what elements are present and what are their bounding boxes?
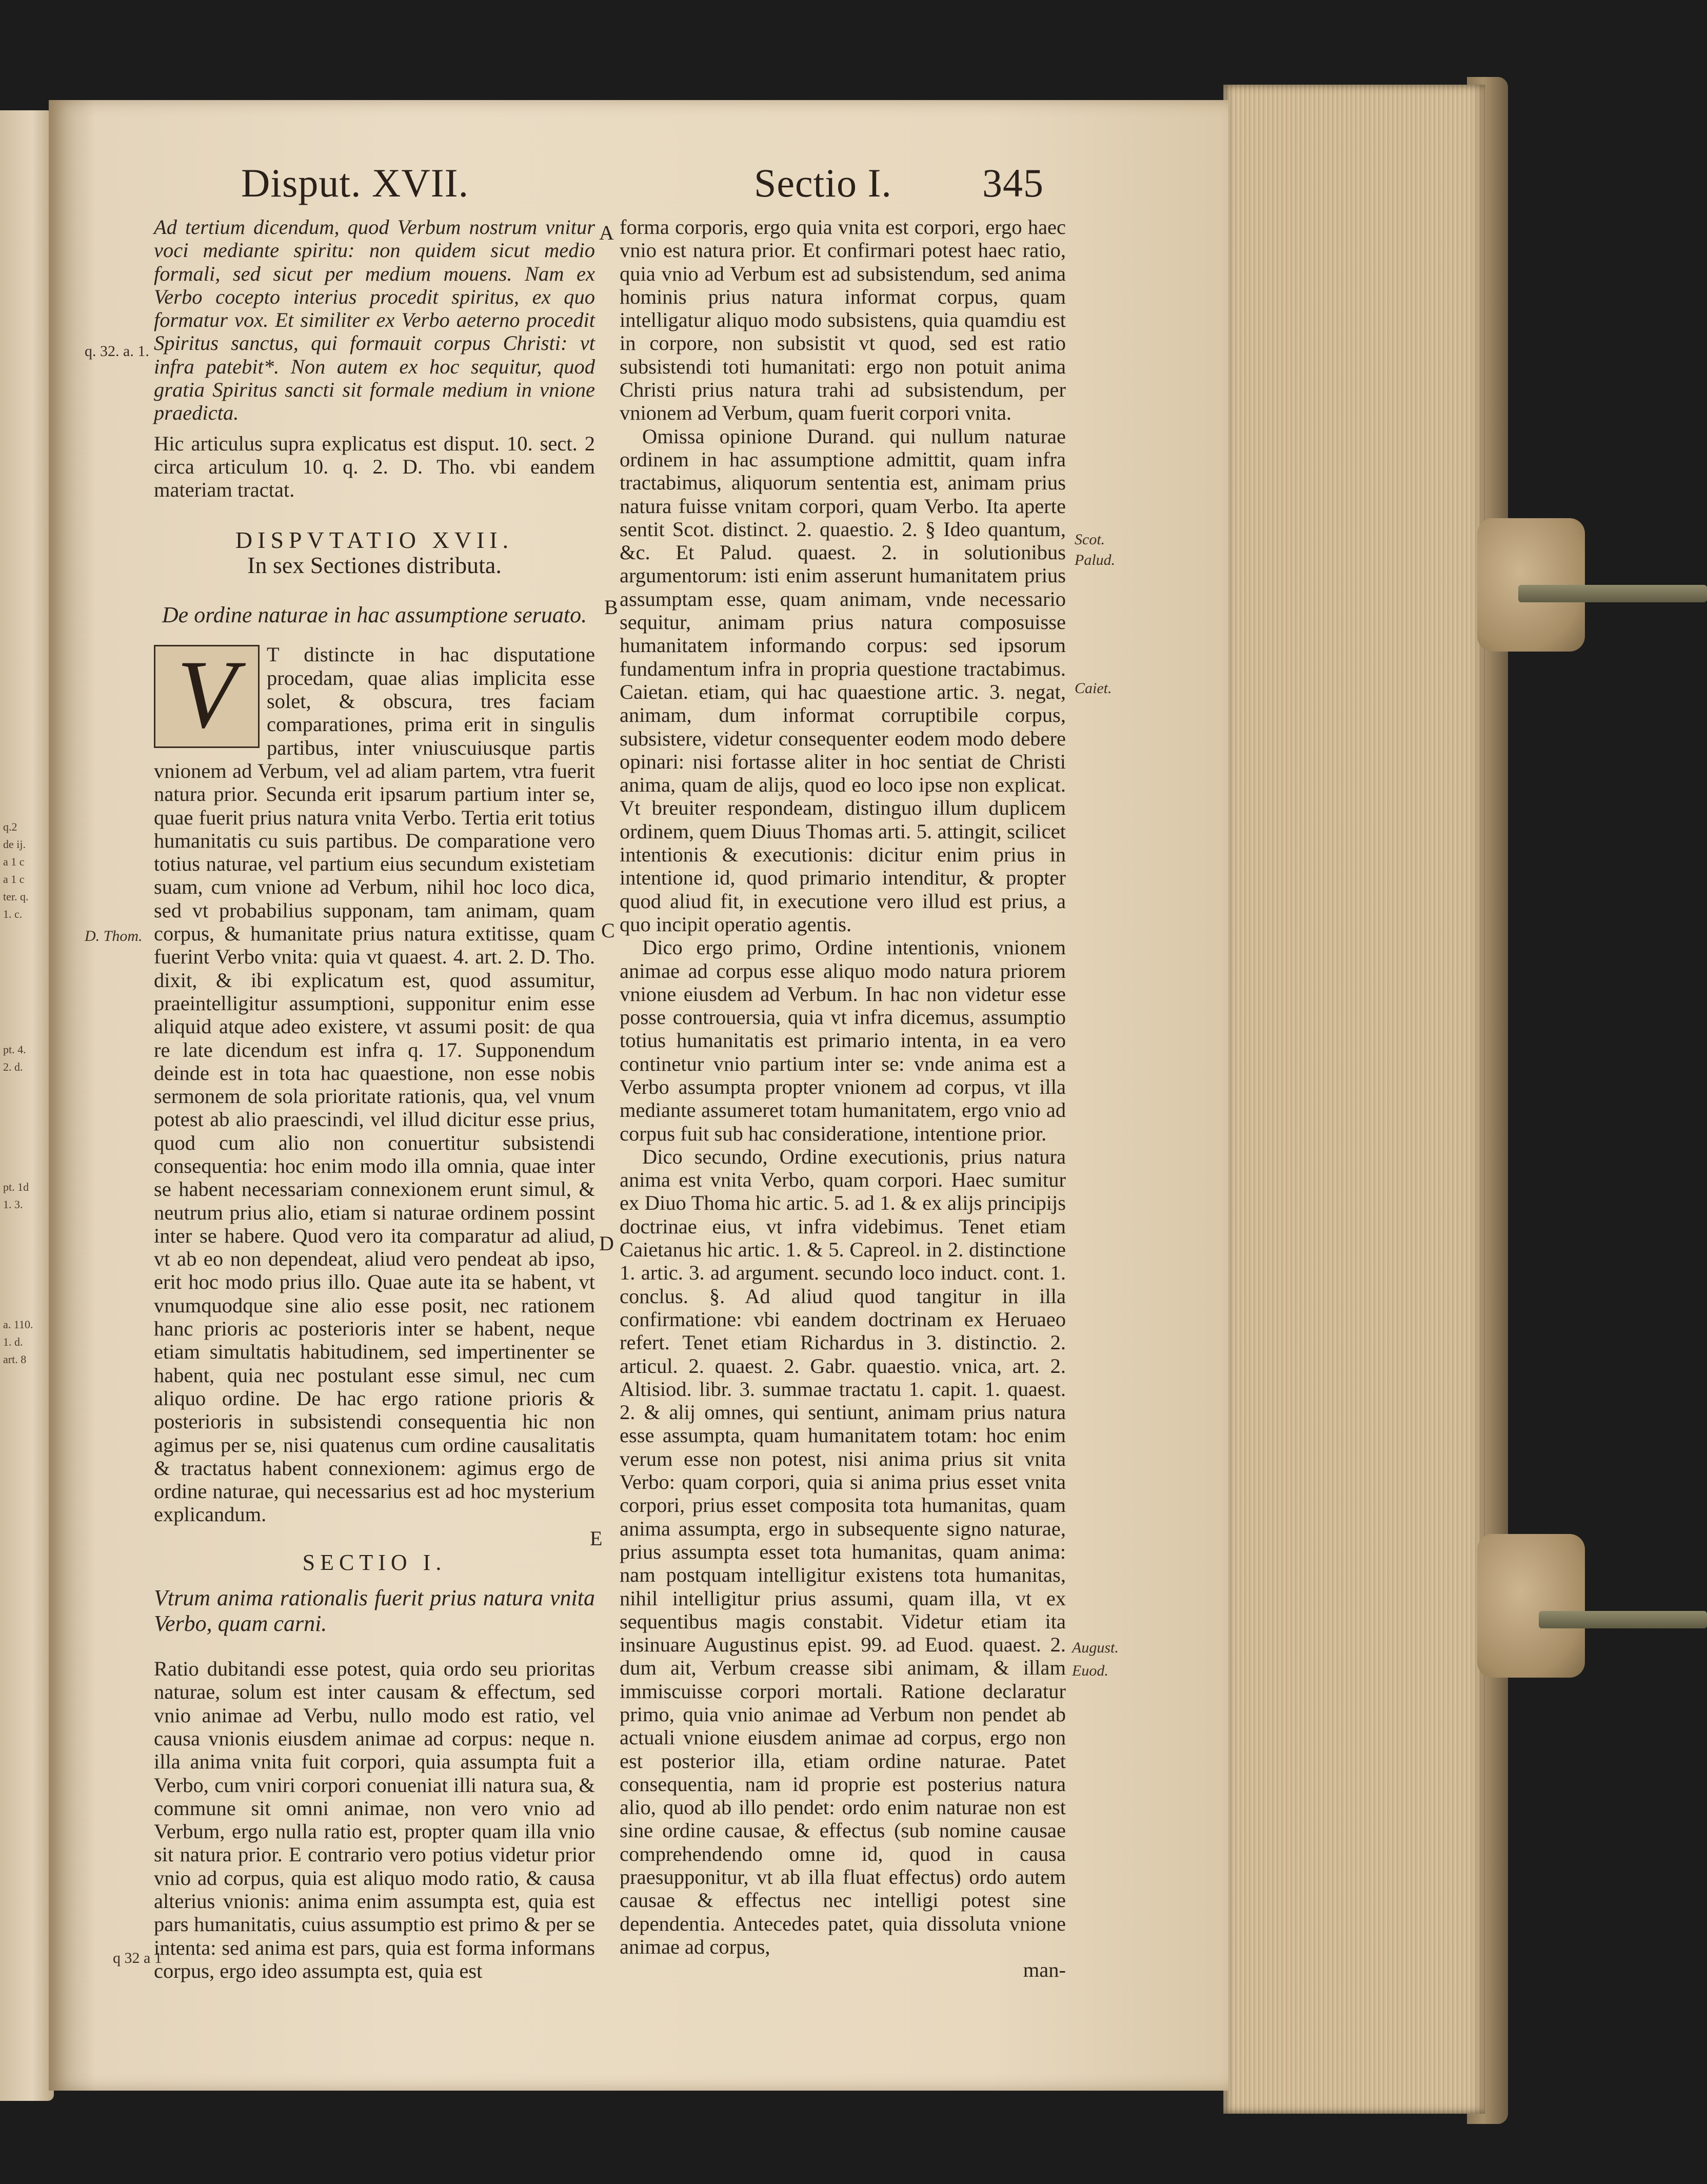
disputatio-subtitle: In sex Sectiones distributa. — [247, 552, 502, 578]
initial-letter: V — [176, 641, 237, 749]
margin-letter-a: A — [599, 221, 614, 244]
margin-note-dthom: D. Thom. — [85, 928, 143, 945]
margin-letter-c: C — [601, 919, 615, 942]
margin-note-august: August. — [1072, 1639, 1119, 1656]
margin-note-caiet: Caiet. — [1075, 680, 1112, 697]
left-note: 1. c. — [3, 908, 23, 920]
left-page-notes — [3, 818, 33, 1368]
left-note: pt. 1d — [3, 1180, 29, 1193]
right-paragraph-3: Dico ergo primo, Ordine intentionis, vnionem animae ad corpus esse aliquo modo natura priorem vnione eiusdem ad Verbum. In hac non videtur esse posse controuersia, quia vt infra dicemus, assumptio totius humanitatis est primario intenta, in ea vero continetur vnio partium inter se: vnde anima est a Verbo assumpta propter vnionem ad corpus, vt illa mediante assumeret totam humanitatem, ergo vnio ad corpus fuit sub hac consideratione, intentione prior. — [620, 936, 1066, 1145]
margin-note-scot: Scot. — [1075, 531, 1105, 548]
left-page-edge — [0, 110, 54, 2101]
left-note: 1. d. — [3, 1335, 23, 1348]
left-note: de ij. — [3, 838, 26, 851]
right-paragraph-2: Omissa opinione Durand. qui nullum naturae ordinem in hac assumptione admittit, quam infra tractabimus, aliquorum sententia est, animam prius natura fuisse vnitam corpori, quam Verbo. Ita aperte sentit Scot. distinct. 2. quaestio. 2. § Ideo quantum, &c. Et Palud. quaest. 2. in solutionibus argumentorum: isti enim asserunt humanitatem prius assumptam esse, quam animam, vnde necessario sequitur, animam prius natura composuisse humanitatem informando corpus: sed ipsorum fundamentum infra in propria questione tractabimus. Caietan. etiam, qui hac quaestione artic. 3. negat, animam, dum informat corruptibile corpus, subsistere, videtur consequenter eodem modo debere opinari: nisi fortasse aliter in hoc sentiat de Christi anima, quam de alijs, quod eo loco ipse non explicat. Vt breuiter respondeam, distinguo illum duplicem ordinem, quem Diuus Thomas arti. 5. attingit, scilicet intentionis & executionis: dicitur enim prius in intentione id, quod primario intenditur, & propter quod aliud fit, in executione vero illud est prius, a quo incipit operatio agentis. — [620, 424, 1066, 936]
upper-clasp-strap — [1518, 585, 1707, 602]
lower-clasp — [1477, 1534, 1585, 1678]
main-text-block — [154, 643, 595, 1526]
left-note: a 1 c — [3, 855, 25, 868]
left-note: 2. d. — [3, 1060, 23, 1073]
left-note: pt. 4. — [3, 1043, 26, 1056]
left-note: q.2 — [3, 820, 17, 833]
main-paragraph: T distincte in hac disputatione procedam, quae alias implicita esse solet, & obscura, tres faciam comparationes, prima erit in singulis partibus, inter vniuscuiusque partis vnionem ad Verbum, vel ad aliam partem, vtra fuerit natura prior. Secunda erit ipsarum partium inter se, quae fuerit prius natura vnita Verbo. Tertia erit totius humanitatis cu suis partibus. De comparatione vero totius naturae, vel partium eius secundum existetiam suam, cum vnione ad Verbum, nihil hoc loco dica, sed vt probabilius supponam, tam animam, quam corpus, & humanitate prius natura extitisse, quam fuerint Verbo vnita: quia vt quaest. 4. art. 2. D. Tho. dixit, & ibi explicatum est, quod assumitur, praeintelligitur assumptioni, supponitur enim esse aliquid atque adeo existere, vt assumi posit: de qua re late dicendum est infra q. 17. Supponendum deinde est in tota hac quaestione, non esse nobis sermonem de sola prioritate rationis, qua, vel vnum potest ab alio praescindi, vel illud dicitur esse prius, quod cum alio non conuertitur subsistendi consequentia: hoc enim modo illa omnia, quae inter se habent necessariam connexionem erunt simul, & neutrum prius alio, etiam si naturae ordinem possint inter se habere. Quod vero ita comparatur ad aliud, vt ab eo non dependeat, aliud vero pendeat ab ipso, erit hoc modo prius illo. Quae aute ita se habent, vt vnumquodque sine alio esse posit, nec rationem hanc prioris ac posterioris inter se habent, neque etiam simultatis habitudinem, sed impertinenter se habent, quia nec postulant esse simul, nec cum aliquo ordine. De hac ergo ratione prioris & posterioris in subsistendi consequentia hic non agimus per se, nisi quatenus cum ordine causalitatis & tractatus habent connexionem: agimus ergo de ordine naturae, qui necessarius est ad hoc mysterium explicandum. — [154, 643, 595, 1526]
left-column — [154, 215, 595, 1982]
margin-letter-e: E — [590, 1527, 603, 1550]
left-note: a 1 c — [3, 873, 25, 886]
right-paragraph-4: Dico secundo, Ordine executionis, prius natura anima est vnita Verbo, quam corpori. Haec sumitur ex Diuo Thoma hic artic. 5. ad 1. & ex alijs principijs doctrinae eius, vt infra videbimus. Tenet etiam Caietanus hic artic. 1. & 5. Capreol. in 2. distinctione 1. artic. 3. ad argument. secundo loco induct. cont. 1. conclus. §. Ad aliud quod tangitur in illa confirmatione: vbi eandem doctrinam ex Heruaeo refert. Tenet etiam Richardus in 3. distinctio. 2. articul. 2. quaest. 2. Gabr. quaestio. vnica, art. 2. Altisiod. libr. 3. summae tractatu 1. capit. 1. quaest. 2. & alij omnes, qui sentiunt, animam prius natura esse assumpta, quam humanitatem totam: hoc enim verum esse non potest, nisi anima prius sit vnita Verbo: quam corpori, quia si anima prius esset vnita corpori, prius esset composita tota humanitas, quam anima assumpta, ergo in subsequente signo naturae, prius assumpta esset tota humanitas, quam anima: nam postquam intelligitur existens tota humanitas, nihil intelligitur prius assumi, quam illa, vt ex sequentibus magis constabit. Videtur etiam ita insinuare Augustinus epist. 99. ad Euod. quaest. 2. dum ait, Verbum creasse sibi animam, & illam immiscuisse corpori mortali. Ratione declaratur primo, quia vnio animae ad Verbum non pendet ab actuali vnione eiusdem animae ad corpus, ergo non est posterior illa, etiam ordine naturae. Patet consequentia, nam id proprie est posterius natura alio, quod ab illo pendet: ordo enim naturae non est sine ordine causae, & effectus (sub nomine causae comprehendendo omne id, quod in causa praesupponitur, vt ab illa fluat effectus) ordo autem causae & effectus nec intelligi potest sine dependentia. Antecedes patet, quia dissoluta vnione animae ad corpus, — [620, 1145, 1066, 1958]
lower-clasp-strap — [1539, 1611, 1707, 1628]
right-paragraph-1: forma corporis, ergo quia vnita est corpori, ergo haec vnio est natura prior. Et confirmari potest haec ratio, quia vnio ad Verbum est ad subsistendum, sed anima hominis prius natura informat corpus, quam intelligatur aliquo modo subsistens, quia quamdiu est in corpore, non subsistit vt quod, sed est ratio subsistendi toti humanitati: ergo non potuit anima Christi prius natura trahi ad subsistendum, per vnionem ad Verbum, quam fuerit corpori vnita. — [620, 215, 1066, 425]
left-note: 1. 3. — [3, 1198, 23, 1211]
margin-note-palud: Palud. — [1075, 552, 1116, 568]
header-disputation: Disput. XVII. — [241, 161, 469, 205]
margin-letter-d: D — [599, 1232, 614, 1255]
margin-note-qref: q. 32. a. 1. — [85, 343, 149, 360]
margin-note-bottom: q 32 a 1 — [113, 1950, 162, 1966]
left-note: ter. q. — [3, 890, 29, 903]
margin-letter-b: B — [604, 596, 618, 619]
header-section: Sectio I. — [754, 161, 892, 205]
reply-paragraph: Ad tertium dicendum, quod Verbum nostrum vnitur voci mediante spiritu: non quidem sicut medio formali, sed sicut per medium mouens. Nam ex Verbo cocepto interius procedit spiritus, ex quo formatur vox. Et similiter ex Verbo aeterno procedit Spiritus sanctus, qui formauit corpus Christi: vt infra patebit*. Non autem ex hoc sequitur, quod gratia Spiritus sancti sit formale medium in vnione praedicta. — [154, 215, 595, 425]
disputatio-topic: De ordine naturae in hac assumptione seruato. — [162, 602, 587, 628]
left-note: a. 110. — [3, 1318, 33, 1331]
left-note: art. 8 — [3, 1353, 27, 1366]
page-number: 345 — [982, 161, 1044, 205]
catchword: man- — [1023, 1958, 1066, 1982]
sectio-title: SECTIO I. — [302, 1549, 447, 1575]
page-fore-edge — [1223, 85, 1485, 2114]
hic-paragraph: Hic articulus supra explicatus est disput. 10. sect. 2 circa articulum 10. q. 2. D. Tho. vbi eandem materiam tractat. — [154, 431, 595, 502]
disputatio-title: DISPVTATIO XVII. — [235, 526, 514, 553]
ratio-paragraph: Ratio dubitandi esse potest, quia ordo seu prioritas naturae, solum est inter causam & effectum, sed vnio animae ad Verbu, nullo modo est ratio, vel causa vnionis eiusdem animae ad corpus: neque n. illa anima vnita fuit corpori, quia assumpta fuit a Verbo, cum vniri corpori conueniat illi natura sua, & commune sit omni animae, non vero vnio ad Verbum, ergo nulla ratio est, propter quam illa vnio sit natura prior. E contrario vero potius videtur prior vnio ad corpus, quia est aliquo modo ratio, & causa alterius vnionis: anima enim assumpta est, quia est pars humanitatis, cuius assumptio est primo & per se intenta: sed anima est pars, quia est forma informans corpus, ergo ideo assumpta est, quia est — [154, 1657, 595, 1982]
sectio-question: Vtrum anima rationalis fuerit prius natura vnita Verbo, quam carni. — [154, 1585, 595, 1637]
margin-note-euod: Euod. — [1072, 1662, 1108, 1679]
decorated-initial — [154, 641, 260, 749]
right-column — [620, 215, 1066, 1982]
